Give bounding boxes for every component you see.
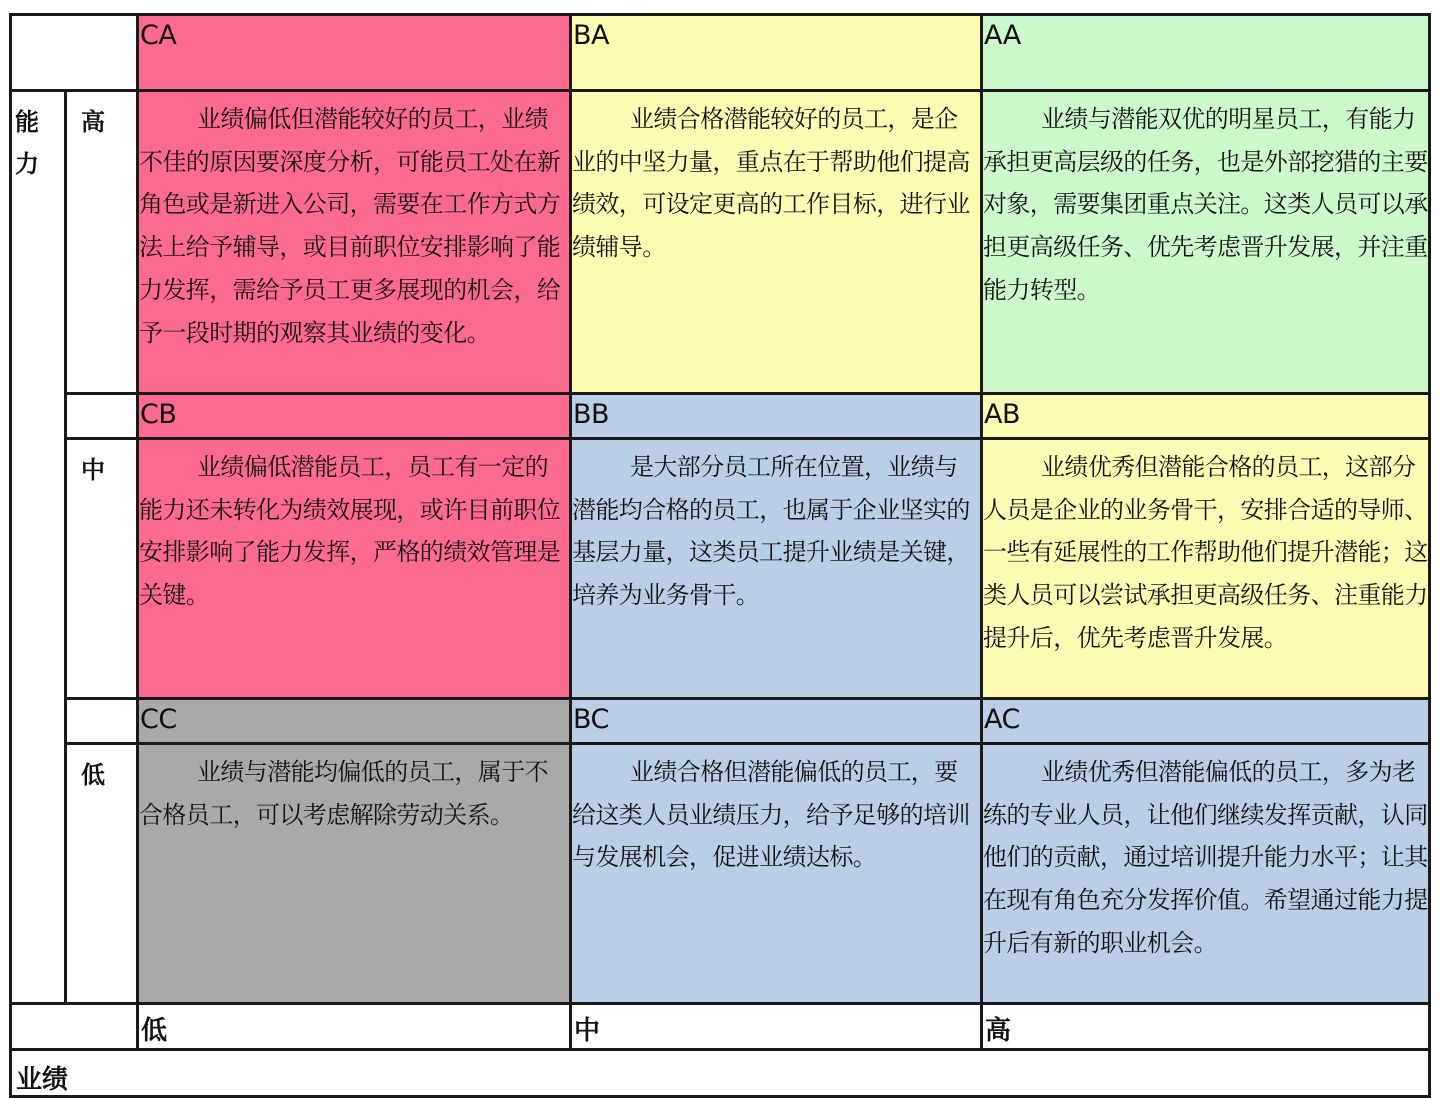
cell-body-BC [569,742,983,1005]
cell-code: CB [140,399,177,430]
cell-description: 业绩合格但潜能偏低的员工，要给这类人员业绩压力，给予足够的培训与发展机会，促进业绩达标。 [572,758,970,872]
col-level-label: 中 [574,1016,601,1046]
cell-description: 业绩与潜能均偏低的员工，属于不合格员工，可以考虑解除劳动关系。 [139,758,548,829]
horizontal-axis-label-cell [9,1048,1431,1098]
cell-code-header-AC [980,697,1431,745]
cell-code-header-CB [136,392,572,440]
cell-description: 业绩合格潜能较好的员工，是企业的中坚力量，重点在于帮助他们提高绩效，可设定更高的工作目标，进行业绩辅导。 [572,105,970,262]
row-level-high [64,89,139,395]
cell-body-AB [980,437,1431,700]
cell-code: AA [984,20,1021,51]
cell-body-AA [980,89,1431,395]
col-level-high [980,1002,1431,1051]
cell-body-BB [569,437,983,700]
cell-body-BA [569,89,983,395]
row-level-label: 高 [81,108,105,136]
cell-code: BB [573,399,610,430]
vertical-axis-label: 能力 [15,108,39,178]
vertical-axis-label-cell [9,89,67,1005]
row-level-label: 中 [81,456,105,484]
cell-code-header-BC [569,697,983,745]
cell-description: 是大部分员工所在位置，业绩与潜能均合格的员工，也属于企业坚实的基层力量，这类员工提升业绩是关键，培养为业务骨干。 [572,453,970,610]
cell-code-header-BA [569,13,983,92]
cell-body-CA [136,89,572,395]
cell-code: CA [140,20,177,51]
row-spacer-b [64,392,139,440]
cell-code: BA [573,20,609,51]
cell-description: 业绩优秀但潜能偏低的员工，多为老练的专业人员，让他们继续发挥贡献，认同他们的贡献，通过培训提升能力水平；让其在现有角色充分发挥价值。希望通过能力提升后有新的职业机会。 [983,758,1428,957]
row-level-low [64,742,139,1005]
row-level-label: 低 [81,761,105,789]
cell-code-header-AA [980,13,1431,92]
col-level-label: 高 [985,1016,1012,1046]
cell-body-CB [136,437,572,700]
cell-body-AC [980,742,1431,1005]
cell-code-header-CA [136,13,572,92]
cell-description: 业绩优秀但潜能合格的员工，这部分人员是企业的业务骨干，安排合适的导师、一些有延展性的工作帮助他们提升潜能；这类人员可以尝试承担更高级任务、注重能力提升后，优先考虑晋升发展。 [983,453,1428,652]
cell-code: AB [984,399,1020,430]
cell-body-CC [136,742,572,1005]
header-corner [9,13,139,92]
cell-description: 业绩与潜能双优的明星员工，有能力承担更高层级的任务，也是外部挖猎的主要对象，需要集团重点关注。这类人员可以承担更高级任务、优先考虑晋升发展，并注重能力转型。 [983,105,1428,304]
row-spacer-c [64,697,139,745]
cell-description: 业绩偏低潜能员工，员工有一定的能力还未转化为绩效展现，或许目前职位安排影响了能力发挥，严格的绩效管理是关键。 [139,453,561,610]
col-level-mid [569,1002,983,1051]
cell-code: AC [984,704,1020,735]
col-level-low [136,1002,572,1051]
row-level-mid [64,437,139,700]
footer-corner [9,1002,139,1051]
cell-code-header-BB [569,392,983,440]
horizontal-axis-label: 业绩 [16,1065,69,1095]
col-level-label: 低 [141,1016,168,1046]
cell-description: 业绩偏低但潜能较好的员工，业绩不佳的原因要深度分析，可能员工处在新角色或是新进入公司，需要在工作方式方法上给予辅导，或目前职位安排影响了能力发挥，需给予员工更多展现的机会，给予一段时期的观察其业绩的变化。 [139,105,561,347]
cell-code: BC [573,704,609,735]
cell-code-header-AB [980,392,1431,440]
cell-code: CC [140,704,177,735]
cell-code-header-CC [136,697,572,745]
